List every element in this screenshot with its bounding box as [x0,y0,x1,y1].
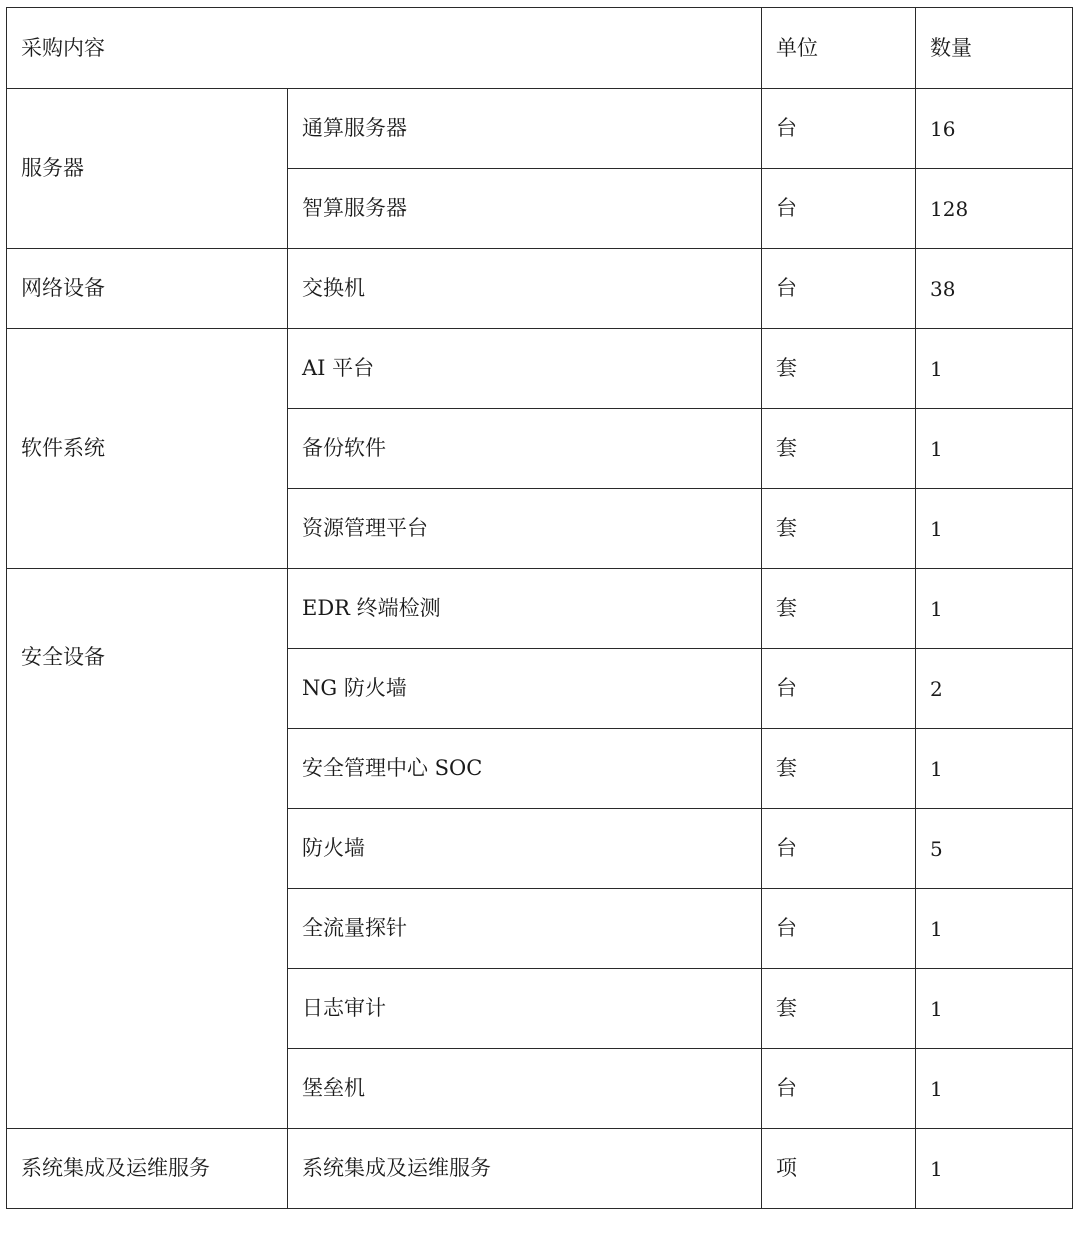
item-quantity: 1 [916,729,1073,809]
category-cell [7,569,288,1129]
table-row [7,249,1073,329]
item-name: 通算服务器 [288,89,762,169]
category-label: 系统集成及运维服务 [21,1156,210,1180]
item-name: 安全管理中心 SOC [288,729,762,809]
item-quantity: 128 [916,169,1073,249]
item-name: 系统集成及运维服务 [288,1129,762,1209]
item-name: 防火墙 [288,809,762,889]
procurement-table [6,7,1073,1209]
item-name: NG 防火墙 [288,649,762,729]
item-unit: 套 [762,329,916,409]
item-quantity: 1 [916,489,1073,569]
item-unit: 台 [762,889,916,969]
category-label: 服务器 [21,156,84,180]
item-quantity: 1 [916,969,1073,1049]
item-unit: 项 [762,1129,916,1209]
item-unit: 套 [762,729,916,809]
item-unit: 套 [762,569,916,649]
category-cell [7,1129,288,1209]
item-quantity: 1 [916,889,1073,969]
category-label: 安全设备 [21,645,105,669]
item-unit: 套 [762,409,916,489]
item-unit: 台 [762,249,916,329]
item-unit: 套 [762,969,916,1049]
item-unit: 台 [762,649,916,729]
category-cell [7,89,288,249]
category-cell [7,249,288,329]
item-unit: 台 [762,1049,916,1129]
item-name: 资源管理平台 [288,489,762,569]
item-name: 全流量探针 [288,889,762,969]
item-quantity: 1 [916,409,1073,489]
item-quantity: 38 [916,249,1073,329]
header-quantity: 数量 [916,8,1073,89]
table-row [7,569,1073,649]
table-row [7,89,1073,169]
header-unit: 单位 [762,8,916,89]
item-name: 交换机 [288,249,762,329]
item-unit: 台 [762,809,916,889]
item-quantity: 1 [916,569,1073,649]
item-name: EDR 终端检测 [288,569,762,649]
item-quantity: 5 [916,809,1073,889]
item-name: AI 平台 [288,329,762,409]
item-name: 智算服务器 [288,169,762,249]
item-quantity: 1 [916,1129,1073,1209]
category-label: 网络设备 [21,276,105,300]
item-unit: 台 [762,89,916,169]
item-quantity: 2 [916,649,1073,729]
table-row [7,1129,1073,1209]
category-cell [7,329,288,569]
item-unit: 套 [762,489,916,569]
item-name: 日志审计 [288,969,762,1049]
procurement-table-body [7,8,1073,1209]
header-content: 采购内容 [7,8,762,89]
item-quantity: 1 [916,1049,1073,1129]
table-row [7,329,1073,409]
category-label: 软件系统 [21,436,105,460]
item-quantity: 1 [916,329,1073,409]
item-quantity: 16 [916,89,1073,169]
header-row [7,8,1073,89]
item-unit: 台 [762,169,916,249]
item-name: 堡垒机 [288,1049,762,1129]
item-name: 备份软件 [288,409,762,489]
